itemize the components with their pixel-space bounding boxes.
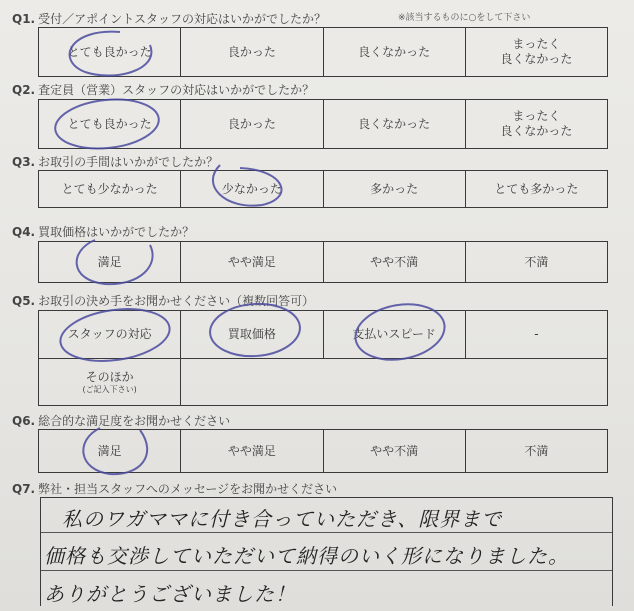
instruction-note: ※該当するものに○をして下さい (398, 13, 531, 23)
question-number: Q7. (12, 482, 36, 496)
q1-option-1[interactable]: とても良かった (39, 28, 181, 77)
question-text: 買取価格はいかがでしたか？ (38, 225, 195, 239)
q5-option-1[interactable]: スタッフの対応 (39, 311, 181, 359)
q5-other-label: そのほか (ご記入下さい) (39, 359, 181, 406)
question-text: 弊社・担当スタッフへのメッセージをお聞かせください (38, 482, 338, 496)
q4-option-1[interactable]: 満足 (39, 242, 181, 283)
q4-option-3[interactable]: やや不満 (323, 242, 465, 283)
q6-option-4[interactable]: 不満 (465, 430, 607, 473)
q4-options (38, 241, 608, 283)
q5-option-3[interactable]: 支払いスピード (323, 311, 465, 359)
question-text: お取引の手間はいかがでしたか？ (38, 155, 219, 169)
question-text: 受付／アポイントスタッフの対応はいかがでしたか？ (38, 12, 326, 26)
question-number: Q6. (12, 414, 36, 428)
question-number: Q5. (12, 294, 36, 308)
q2-option-2[interactable]: 良かった (181, 100, 323, 149)
q6-option-2[interactable]: やや満足 (181, 430, 323, 473)
q5-options (38, 310, 608, 406)
q1-option-4[interactable]: まったく 良くなかった (465, 28, 607, 77)
q6-options (38, 429, 608, 473)
q5-option-2[interactable]: 買取価格 (181, 311, 323, 359)
memo-rule (41, 570, 612, 571)
q3-option-1[interactable]: とても少なかった (39, 171, 181, 208)
q2-options (38, 99, 608, 149)
q2-option-1[interactable]: とても良かった (39, 100, 181, 149)
q4-option-4[interactable]: 不満 (465, 242, 607, 283)
q3-option-2[interactable]: 少なかった (181, 171, 323, 208)
question-1 (12, 10, 326, 27)
question-number: Q2. (12, 83, 36, 97)
question-3 (12, 153, 218, 170)
question-number: Q1. (12, 12, 36, 26)
question-4 (12, 223, 194, 240)
q1-option-3[interactable]: 良くなかった (323, 28, 465, 77)
q1-option-2[interactable]: 良かった (181, 28, 323, 77)
q5-other-field[interactable] (181, 359, 608, 406)
question-7 (12, 480, 337, 497)
q4-option-2[interactable]: やや満足 (181, 242, 323, 283)
question-2 (12, 81, 314, 98)
q6-option-3[interactable]: やや不満 (323, 430, 465, 473)
q3-option-3[interactable]: 多かった (323, 171, 465, 208)
question-number: Q3. (12, 155, 36, 169)
question-text: 総合的な満足度をお聞かせください (38, 414, 231, 428)
q2-option-3[interactable]: 良くなかった (323, 100, 465, 149)
q6-option-1[interactable]: 満足 (39, 430, 181, 473)
question-number: Q4. (12, 225, 36, 239)
question-text: お取引の決め手をお聞かせください（複数回答可） (38, 294, 315, 308)
handwritten-line-1: 私のワガママに付き合っていただき、限界まで (62, 507, 503, 531)
question-5 (12, 292, 314, 309)
q5-option-4[interactable]: - (465, 311, 607, 359)
q3-option-4[interactable]: とても多かった (465, 171, 607, 208)
q1-options (38, 27, 608, 77)
q2-option-4[interactable]: まったく 良くなかった (465, 100, 607, 149)
handwritten-line-2: 価格も交渉していただいて納得のいく形になりました。 (44, 544, 569, 568)
handwritten-line-3: ありがとうございました！ (44, 582, 296, 606)
question-6 (12, 412, 230, 429)
memo-rule (41, 532, 612, 533)
question-text: 査定員（営業）スタッフの対応はいかがでしたか？ (38, 83, 315, 97)
q3-options (38, 170, 608, 208)
